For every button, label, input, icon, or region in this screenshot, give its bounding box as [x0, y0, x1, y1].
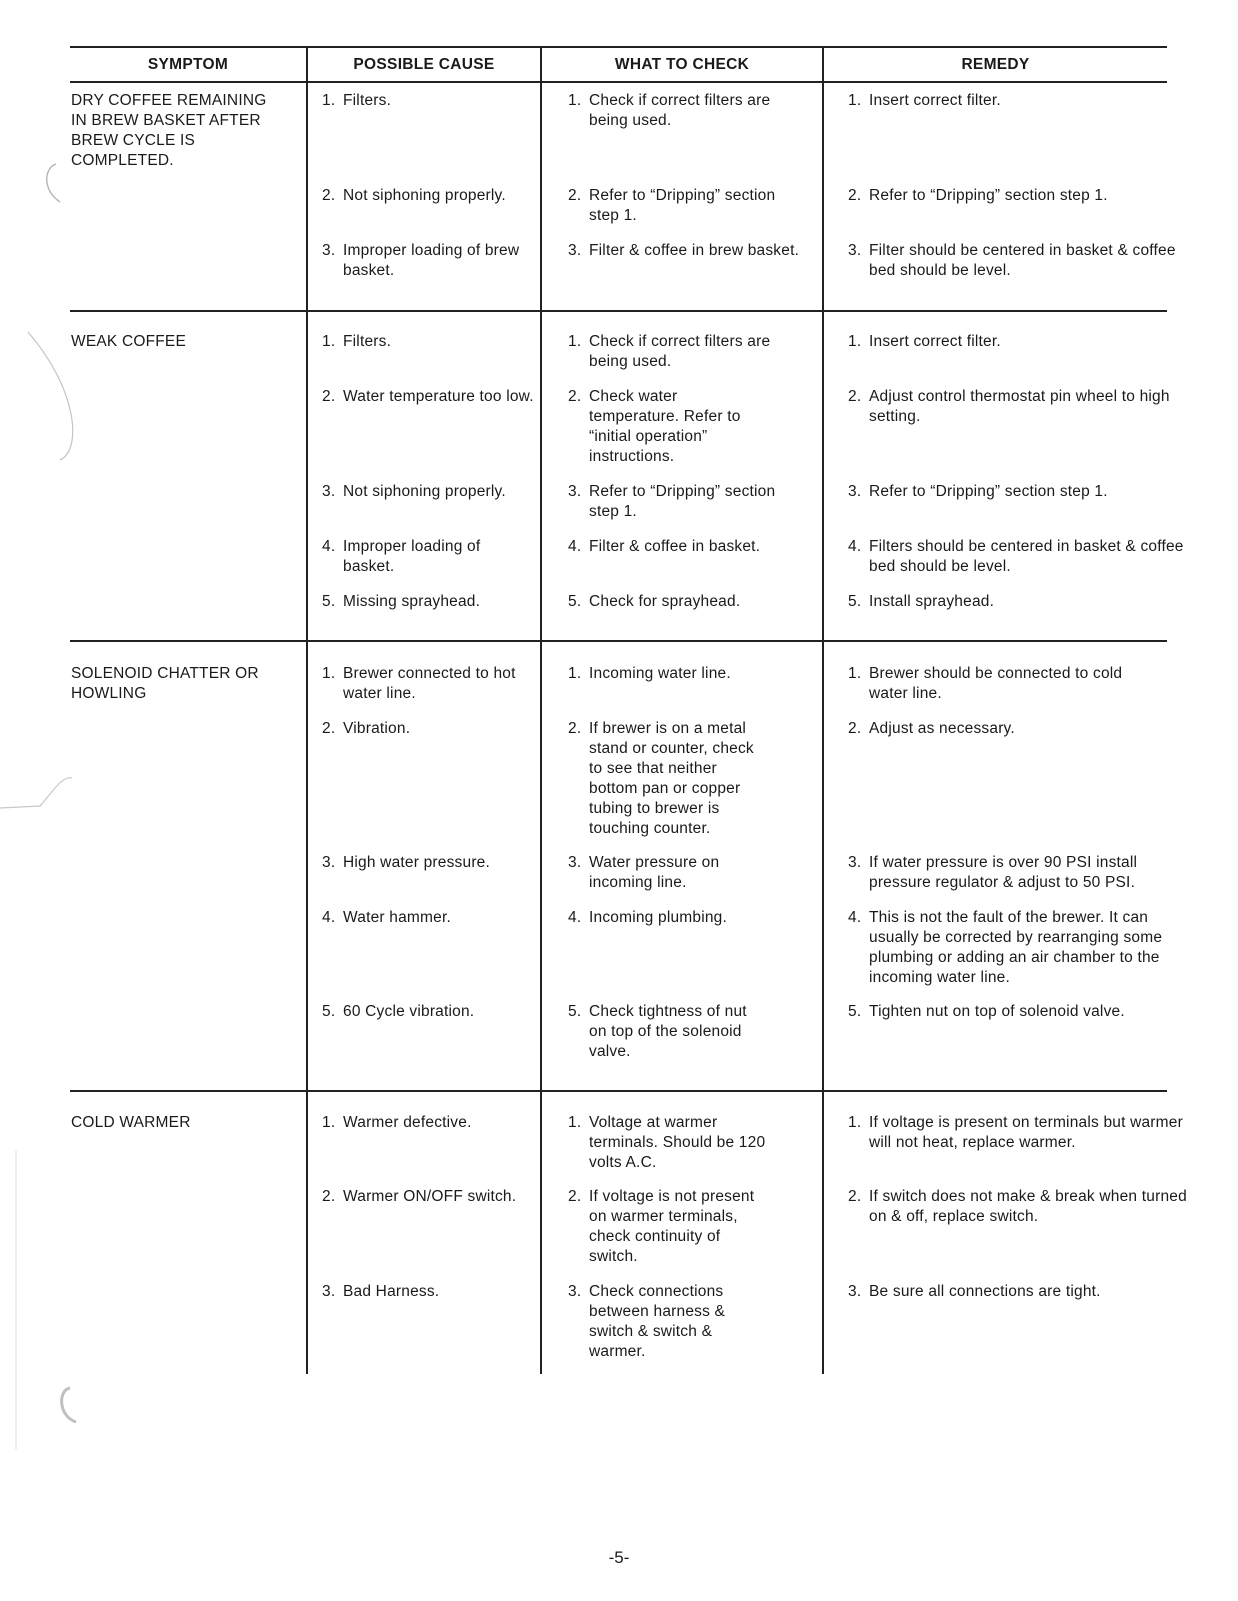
check-item: 5. Check for sprayhead. — [568, 593, 741, 610]
remedy-item: 5. Tighten nut on top of solenoid valve. — [848, 1003, 1125, 1020]
cause-item: 1. Warmer defective. — [322, 1114, 472, 1131]
check-item: 4. Filter & coffee in basket. — [568, 538, 761, 555]
remedy-item: 3. Refer to “Dripping” section step 1. — [848, 483, 1108, 500]
column-divider — [306, 46, 308, 1374]
cause-item: 3. Bad Harness. — [322, 1283, 440, 1300]
remedy-item: 2. Refer to “Dripping” section step 1. — [848, 187, 1108, 204]
remedy-item: 5. Install sprayhead. — [848, 593, 995, 610]
section-divider — [70, 1090, 1167, 1092]
remedy-item: 2. If switch does not make & break when turned on & off, replace switch. — [848, 1188, 1187, 1225]
cause-item: 3. High water pressure. — [322, 854, 491, 871]
check-item: 3. Check connections between harness & switch & switch & warmer. — [568, 1283, 726, 1360]
cause-item: 3. Improper loading of brew basket. — [322, 242, 520, 279]
check-item: 1. Check if correct filters are being used. — [568, 92, 771, 129]
check-item: 3. Refer to “Dripping” section step 1. — [568, 483, 776, 520]
remedy-item: 4. Filters should be centered in basket & coffee bed should be level. — [848, 538, 1184, 575]
symptom-label: WEAK COFFEE — [71, 333, 187, 350]
cause-item: 4. Improper loading of basket. — [322, 538, 481, 575]
check-item: 3. Water pressure on incoming line. — [568, 854, 720, 891]
section-divider — [70, 310, 1167, 312]
page-number: -5- — [608, 1548, 630, 1567]
cause-item: 4. Water hammer. — [322, 909, 451, 926]
check-item: 2. Refer to “Dripping” section step 1. — [568, 187, 776, 224]
header-symptom: SYMPTOM — [147, 56, 229, 73]
header-possible-cause: POSSIBLE CAUSE — [353, 56, 495, 73]
remedy-item: 3. If water pressure is over 90 PSI install pressure regulator & adjust to 50 PSI. — [848, 854, 1138, 891]
remedy-item: 1. If voltage is present on terminals but warmer will not heat, replace warmer. — [848, 1114, 1183, 1151]
cause-item: 2. Vibration. — [322, 720, 411, 737]
check-item: 1. Incoming water line. — [568, 665, 731, 682]
check-item: 1. Check if correct filters are being used. — [568, 333, 771, 370]
check-item: 1. Voltage at warmer terminals. Should be 120 volts A.C. — [568, 1114, 766, 1171]
cause-item: 2. Not siphoning properly. — [322, 187, 506, 204]
remedy-item: 1. Insert correct filter. — [848, 333, 1001, 350]
symptom-label: COLD WARMER — [71, 1114, 191, 1131]
symptom-label: DRY COFFEE REMAINING IN BREW BASKET AFTER BREW CYCLE IS COMPLETED. — [71, 92, 267, 169]
header-what-to-check: WHAT TO CHECK — [614, 56, 750, 73]
check-item: 2. Check water temperature. Refer to “initial operation” instructions. — [568, 388, 741, 465]
cause-item: 1. Filters. — [322, 333, 392, 350]
cause-item: 5. 60 Cycle vibration. — [322, 1003, 475, 1020]
cause-item: 5. Missing sprayhead. — [322, 593, 481, 610]
remedy-item: 4. This is not the fault of the brewer. It can usually be corrected by rearranging some plumbing or adding an air chamber to the incoming water line. — [848, 909, 1163, 986]
check-item: 4. Incoming plumbing. — [568, 909, 728, 926]
table-top-rule — [70, 46, 1167, 48]
header-bottom-rule — [70, 81, 1167, 83]
cause-item: 3. Not siphoning properly. — [322, 483, 506, 500]
binder-hole-mark — [0, 150, 80, 1450]
check-item: 3. Filter & coffee in brew basket. — [568, 242, 800, 259]
section-divider — [70, 640, 1167, 642]
check-item: 2. If brewer is on a metal stand or counter, check to see that neither bottom pan or copper tubing to brewer is touching counter. — [568, 720, 754, 837]
cause-item: 1. Brewer connected to hot water line. — [322, 665, 516, 702]
cause-item: 2. Water temperature too low. — [322, 388, 534, 405]
remedy-item: 3. Be sure all connections are tight. — [848, 1283, 1101, 1300]
check-item: 5. Check tightness of nut on top of the solenoid valve. — [568, 1003, 747, 1060]
cause-item: 1. Filters. — [322, 92, 392, 109]
remedy-item: 2. Adjust control thermostat pin wheel to high setting. — [848, 388, 1170, 425]
remedy-item: 3. Filter should be centered in basket & coffee bed should be level. — [848, 242, 1176, 279]
remedy-item: 1. Insert correct filter. — [848, 92, 1001, 109]
remedy-item: 1. Brewer should be connected to cold water line. — [848, 665, 1123, 702]
cause-item: 2. Warmer ON/OFF switch. — [322, 1188, 517, 1205]
check-item: 2. If voltage is not present on warmer terminals, check continuity of switch. — [568, 1188, 755, 1265]
symptom-label: SOLENOID CHATTER OR HOWLING — [71, 665, 259, 702]
header-remedy: REMEDY — [961, 56, 1030, 73]
column-divider — [822, 46, 824, 1374]
remedy-item: 2. Adjust as necessary. — [848, 720, 1015, 737]
